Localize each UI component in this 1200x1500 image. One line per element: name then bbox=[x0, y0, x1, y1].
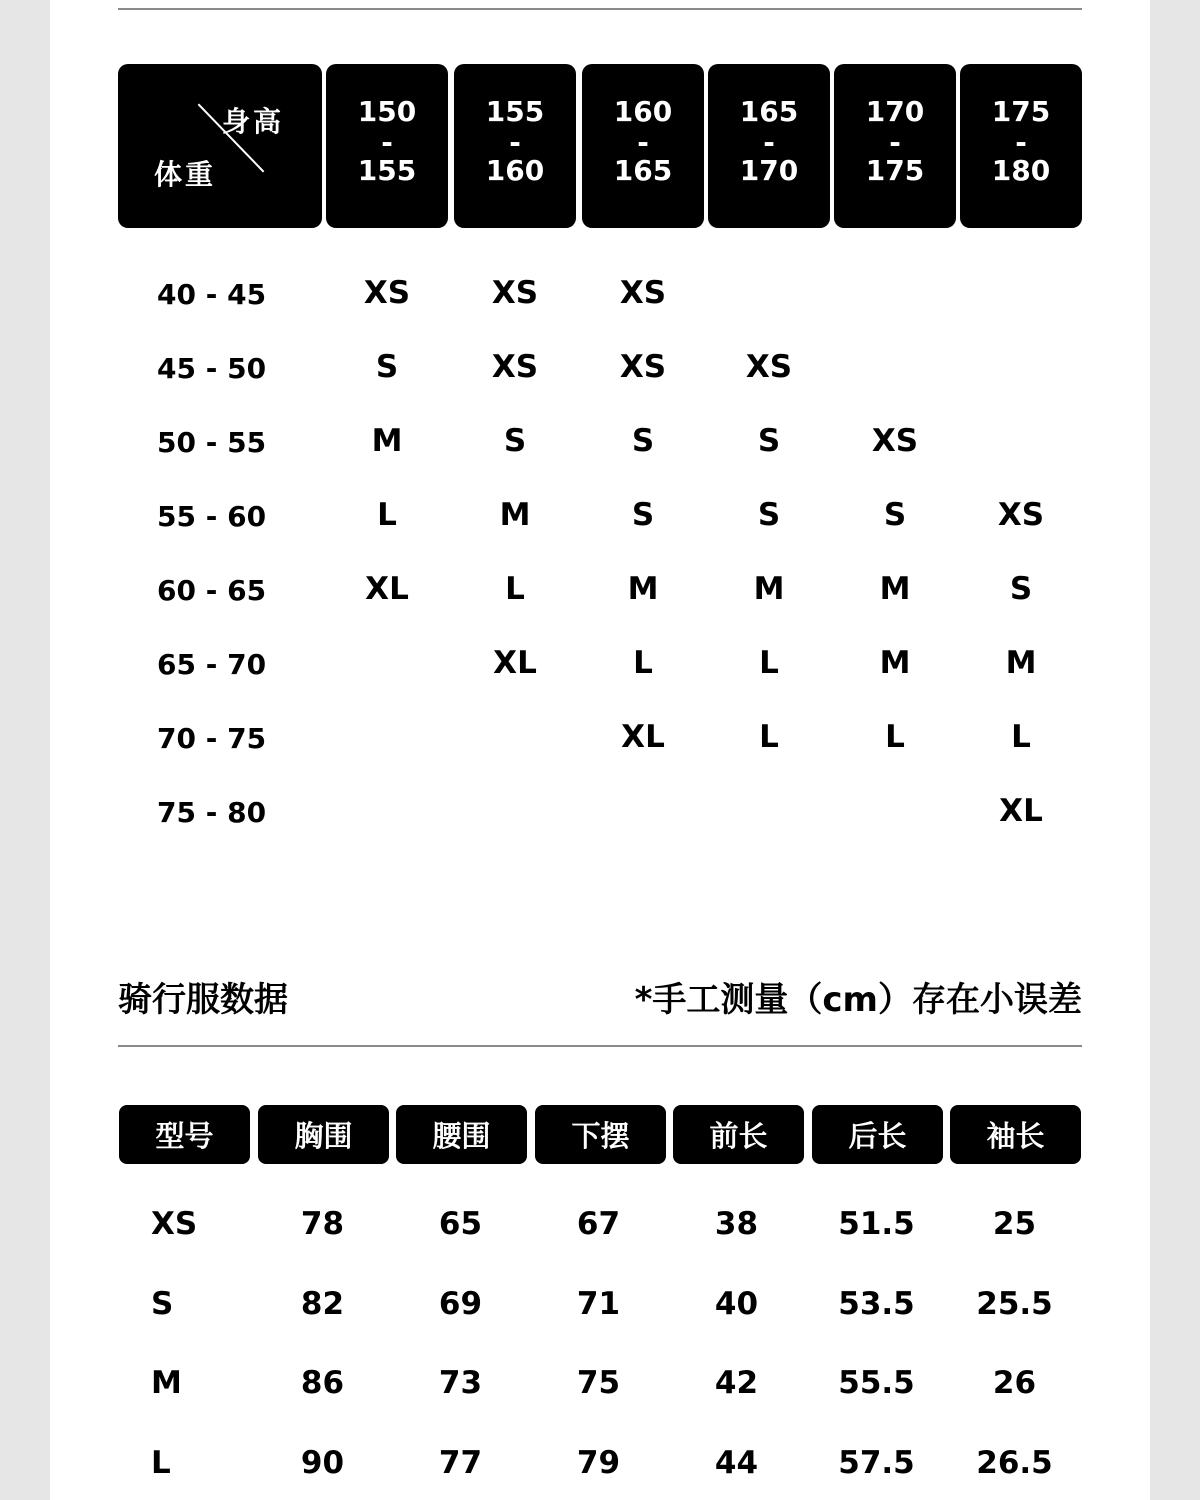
measurement-value: 75 bbox=[576, 1365, 621, 1401]
weight-axis-label: 体重 bbox=[154, 158, 217, 191]
height-range-max: 180 bbox=[991, 154, 1051, 187]
height-range-header bbox=[834, 64, 956, 228]
size-cell: L bbox=[633, 645, 653, 681]
size-cell: M bbox=[879, 571, 911, 607]
height-range-min: 175 bbox=[991, 95, 1051, 128]
height-range-header bbox=[708, 64, 830, 228]
measurement-size-label: S bbox=[151, 1286, 174, 1322]
weight-range-label: 50 - 55 bbox=[157, 426, 267, 459]
height-range-max: 160 bbox=[485, 154, 545, 187]
height-range-separator: - bbox=[381, 126, 393, 159]
size-cell: S bbox=[1009, 571, 1033, 607]
size-cell: L bbox=[505, 571, 525, 607]
height-range-separator: - bbox=[509, 126, 521, 159]
height-range-header bbox=[960, 64, 1082, 228]
measurement-value: 77 bbox=[438, 1445, 483, 1481]
section-divider bbox=[118, 1045, 1082, 1047]
measurement-column-header: 型号 bbox=[119, 1105, 250, 1164]
size-cell: XS bbox=[363, 275, 411, 311]
size-cell: M bbox=[753, 571, 785, 607]
height-range-min: 155 bbox=[485, 95, 545, 128]
measurement-value: 40 bbox=[714, 1286, 759, 1322]
measurement-value: 78 bbox=[300, 1206, 345, 1242]
height-range-min: 165 bbox=[739, 95, 799, 128]
measurement-column-header: 腰围 bbox=[396, 1105, 527, 1164]
size-cell: XS bbox=[745, 349, 793, 385]
size-cell: M bbox=[499, 497, 531, 533]
measurement-section-title: 骑行服数据 bbox=[118, 980, 288, 1020]
measurement-column-header: 袖长 bbox=[950, 1105, 1081, 1164]
top-divider bbox=[118, 8, 1082, 10]
measurement-value: 25.5 bbox=[976, 1286, 1053, 1322]
measurement-value: 79 bbox=[576, 1445, 621, 1481]
size-cell: L bbox=[377, 497, 397, 533]
weight-range-label: 40 - 45 bbox=[157, 278, 267, 311]
size-cell: S bbox=[631, 423, 655, 459]
height-range-separator: - bbox=[889, 126, 901, 159]
measurement-size-label: XS bbox=[151, 1206, 198, 1242]
measurement-value: 57.5 bbox=[838, 1445, 915, 1481]
measurement-value: 82 bbox=[300, 1286, 345, 1322]
size-cell: XL bbox=[493, 645, 537, 681]
height-range-header bbox=[582, 64, 704, 228]
weight-range-label: 60 - 65 bbox=[157, 574, 267, 607]
size-cell: S bbox=[503, 423, 527, 459]
weight-range-label: 75 - 80 bbox=[157, 796, 267, 829]
height-range-min: 170 bbox=[865, 95, 925, 128]
size-cell: XS bbox=[619, 349, 667, 385]
size-cell: L bbox=[759, 719, 779, 755]
size-cell: S bbox=[375, 349, 399, 385]
measurement-value: 26.5 bbox=[976, 1445, 1053, 1481]
measurement-column-header: 后长 bbox=[812, 1105, 943, 1164]
weight-range-label: 65 - 70 bbox=[157, 648, 267, 681]
measurement-column-header: 下摆 bbox=[535, 1105, 666, 1164]
measurement-value: 38 bbox=[714, 1206, 759, 1242]
size-cell: L bbox=[759, 645, 779, 681]
size-cell: M bbox=[627, 571, 659, 607]
measurement-value: 51.5 bbox=[838, 1206, 915, 1242]
corner-header-cell bbox=[118, 64, 322, 228]
size-cell: M bbox=[1005, 645, 1037, 681]
height-range-min: 150 bbox=[357, 95, 417, 128]
height-range-header bbox=[454, 64, 576, 228]
measurement-size-label: M bbox=[151, 1365, 182, 1401]
size-cell: M bbox=[879, 645, 911, 681]
weight-range-label: 70 - 75 bbox=[157, 722, 267, 755]
size-cell: S bbox=[883, 497, 907, 533]
measurement-value: 86 bbox=[300, 1365, 345, 1401]
measurement-size-label: L bbox=[151, 1445, 171, 1481]
measurement-value: 67 bbox=[576, 1206, 621, 1242]
weight-range-label: 55 - 60 bbox=[157, 500, 267, 533]
height-range-max: 165 bbox=[613, 154, 673, 187]
measurement-value: 69 bbox=[438, 1286, 483, 1322]
height-range-max: 155 bbox=[357, 154, 417, 187]
size-cell: XL bbox=[365, 571, 409, 607]
measurement-value: 71 bbox=[576, 1286, 621, 1322]
weight-range-label: 45 - 50 bbox=[157, 352, 267, 385]
measurement-value: 25 bbox=[992, 1206, 1037, 1242]
size-cell: L bbox=[1011, 719, 1031, 755]
size-cell: S bbox=[757, 497, 781, 533]
measurement-column-header: 前长 bbox=[673, 1105, 804, 1164]
size-cell: S bbox=[631, 497, 655, 533]
size-cell: XS bbox=[871, 423, 919, 459]
measurement-note: *手工测量（cm）存在小误差 bbox=[634, 980, 1082, 1020]
size-cell: XL bbox=[621, 719, 665, 755]
measurement-value: 53.5 bbox=[838, 1286, 915, 1322]
height-range-separator: - bbox=[763, 126, 775, 159]
measurement-column-header: 胸围 bbox=[258, 1105, 389, 1164]
height-range-separator: - bbox=[1015, 126, 1027, 159]
height-range-separator: - bbox=[637, 126, 649, 159]
size-cell: XS bbox=[619, 275, 667, 311]
size-cell: L bbox=[885, 719, 905, 755]
measurement-value: 90 bbox=[300, 1445, 345, 1481]
height-range-max: 175 bbox=[865, 154, 925, 187]
size-cell: XS bbox=[491, 349, 539, 385]
measurement-value: 55.5 bbox=[838, 1365, 915, 1401]
measurement-value: 44 bbox=[714, 1445, 759, 1481]
size-cell: S bbox=[757, 423, 781, 459]
size-cell: XS bbox=[997, 497, 1045, 533]
height-range-header bbox=[326, 64, 448, 228]
measurement-value: 65 bbox=[438, 1206, 483, 1242]
size-cell: XL bbox=[999, 793, 1043, 829]
height-range-min: 160 bbox=[613, 95, 673, 128]
measurement-value: 42 bbox=[714, 1365, 759, 1401]
size-cell: M bbox=[371, 423, 403, 459]
height-axis-label: 身高 bbox=[222, 105, 285, 138]
height-range-max: 170 bbox=[739, 154, 799, 187]
measurement-value: 26 bbox=[992, 1365, 1037, 1401]
size-cell: XS bbox=[491, 275, 539, 311]
measurement-value: 73 bbox=[438, 1365, 483, 1401]
